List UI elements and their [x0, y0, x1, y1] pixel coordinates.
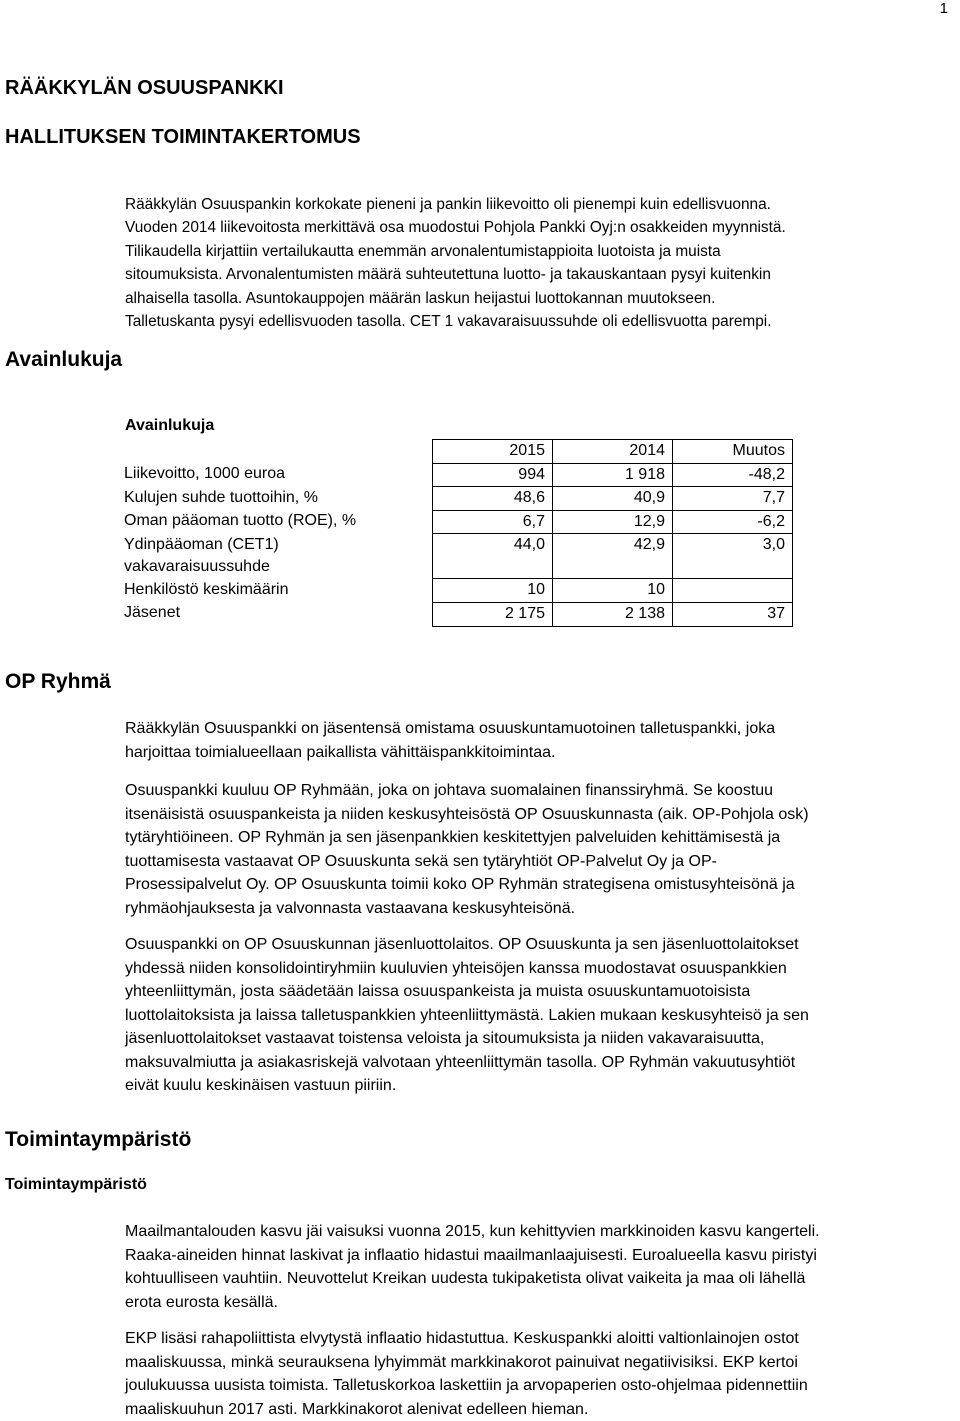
env-paragraph-2: [125, 1327, 955, 1421]
row-label: Jäsenet: [113, 602, 433, 626]
text-line: joulukuussa uusista toimista. Talletuskorkoa laskettiin ja arvopaperien osto-ohjelmaa pidennettiin: [125, 1374, 955, 1398]
text-line: yhteenliittymän, josta säädetään laissa osuuspankeista ja muista osuuskuntamuotoisista: [125, 980, 955, 1004]
row-label: Liikevoitto, 1000 euroa: [113, 463, 433, 487]
text-line: maksuvalmiutta ja asiakasriskejä valvotaan yhteenliittymän tasolla. OP Ryhmän vakuutusyhtiöt: [125, 1051, 955, 1075]
cell-2015: 994: [433, 463, 553, 487]
cell-change: [673, 579, 793, 603]
table-row: [113, 579, 793, 603]
text-line: luottolaitoksista ja laissa talletuspankkien yhteenliittymästä. Lakien mukaan keskusyhteisö ja sen: [125, 1004, 955, 1028]
table-header-row: [113, 440, 793, 464]
key-figures-title: Avainlukuja: [125, 417, 214, 435]
text-line: tytäryhtiöineen. OP Ryhmän ja sen jäsenpankkien keskitettyjen palveluiden kehittämisestä ja: [125, 826, 955, 850]
column-header-2014: 2014: [553, 440, 673, 464]
text-line: Maailmantalouden kasvu jäi vaisuksi vuonna 2015, kun kehittyvien markkinoiden kasvu kangerteli.: [125, 1220, 955, 1244]
text-line: itsenäisistä osuuspankeista ja niiden keskusyhteisöstä OP Osuuskunnasta (aik. OP-Pohjola osk): [125, 803, 955, 827]
text-line: yhdessä niiden konsolidointiryhmiin kuuluvien yhteisöjen kanssa muodostavat osuuspankkien: [125, 957, 955, 981]
cell-2014: 40,9: [553, 487, 673, 511]
cell-change: -6,2: [673, 510, 793, 534]
page-number: 1: [940, 0, 948, 17]
cell-2015: 6,7: [433, 510, 553, 534]
cell-change: 37: [673, 602, 793, 626]
text-line: Osuuspankki kuuluu OP Ryhmään, joka on johtava suomalainen finanssiryhmä. Se koostuu: [125, 779, 955, 803]
table-row: [113, 602, 793, 626]
cell-change: 3,0: [673, 534, 793, 579]
text-line: Raaka-aineiden hinnat laskivat ja inflaatio hidastui maailmanlaajuisesti. Euroalueella kasvu piristyi: [125, 1244, 955, 1268]
text-line: kohtuulliseen vauhtiin. Neuvottelut Kreikan uudesta tukipaketista olivat vaikeita ja maa oli lähellä: [125, 1267, 955, 1291]
text-line: harjoittaa toimialueellaan paikallista vähittäispankkitoimintaa.: [125, 741, 955, 765]
key-figures-table: [113, 439, 793, 627]
row-label: Henkilöstö keskimäärin: [113, 579, 433, 603]
op-paragraph-2: [125, 779, 955, 920]
intro-line: Tilikaudella kirjattiin vertailukautta enemmän arvonalentumistappioita luotoista ja muista: [125, 240, 955, 263]
column-header-change: Muutos: [673, 440, 793, 464]
text-line: jäsenluottolaitokset vastaavat toistensa veloista ja sitoumuksista ja niiden vakavaraisuutta,: [125, 1027, 955, 1051]
cell-2014: 10: [553, 579, 673, 603]
text-line: eivät kuulu keskinäisen vastuun piiriin.: [125, 1074, 955, 1098]
section-heading-environment: Toimintaympäristö: [5, 1128, 191, 1152]
intro-line: sitoumuksista. Arvonalentumisten määrä suhteutettuna luotto- ja takauskantaan pysyi kuitenkin: [125, 263, 955, 286]
cell-change: -48,2: [673, 463, 793, 487]
text-line: Osuuspankki on OP Osuuskunnan jäsenluottolaitos. OP Osuuskunta ja sen jäsenluottolaitokset: [125, 933, 955, 957]
text-line: Prosessipalvelut Oy. OP Osuuskunta toimii koko OP Ryhmän strategisena omistusyhteisönä ja: [125, 873, 955, 897]
table-row: [113, 463, 793, 487]
text-line: EKP lisäsi rahapoliittista elvytystä inflaatio hidastuttua. Keskuspankki aloitti valtionlainojen ostot: [125, 1327, 955, 1351]
intro-line: Talletuskanta pysyi edellisvuoden tasolla. CET 1 vakavaraisuussuhde oli edellisvuotta parempi.: [125, 310, 955, 333]
section-heading-key-figures: Avainlukuja: [5, 348, 122, 372]
env-paragraph-1: [125, 1220, 955, 1314]
intro-line: Rääkkylän Osuuspankin korkokate pieneni ja pankin liikevoitto oli pienempi kuin edellisvuonna.: [125, 193, 955, 216]
intro-paragraph: [125, 193, 955, 333]
cell-2014: 12,9: [553, 510, 673, 534]
table-row: [113, 510, 793, 534]
op-paragraph-1: [125, 717, 955, 764]
cell-2014: 2 138: [553, 602, 673, 626]
table-row: [113, 487, 793, 511]
cell-2015: 44,0: [433, 534, 553, 579]
bank-name: RÄÄKKYLÄN OSUUSPANKKI: [5, 77, 284, 100]
cell-2015: 2 175: [433, 602, 553, 626]
subheading-environment: Toimintaympäristö: [5, 1176, 147, 1194]
text-line: tuottamisesta vastaavat OP Osuuskunta sekä sen tytäryhtiöt OP-Palvelut Oy ja OP-: [125, 850, 955, 874]
row-label: [113, 534, 433, 579]
row-label: Oman pääoman tuotto (ROE), %: [113, 510, 433, 534]
row-label: Kulujen suhde tuottoihin, %: [113, 487, 433, 511]
row-label-line: vakavaraisuussuhde: [124, 556, 425, 578]
intro-line: alhaisella tasolla. Asuntokauppojen määrän laskun heijastui luottokannan muutokseen.: [125, 287, 955, 310]
cell-2015: 10: [433, 579, 553, 603]
text-line: maaliskuuhun 2017 asti. Markkinakorot alenivat edelleen hieman.: [125, 1398, 955, 1421]
text-line: maaliskuussa, minkä seurauksena lyhyimmät markkinakorot painuivat negatiivisiksi. EKP kertoi: [125, 1351, 955, 1375]
row-label-line: Ydinpääoman (CET1): [124, 534, 425, 556]
table-row: [113, 534, 793, 579]
text-line: erota eurosta kesällä.: [125, 1291, 955, 1315]
text-line: ryhmäohjauksesta ja valvonnasta vastaavana keskusyhteisönä.: [125, 897, 955, 921]
cell-change: 7,7: [673, 487, 793, 511]
op-paragraph-3: [125, 933, 955, 1098]
cell-2015: 48,6: [433, 487, 553, 511]
cell-2014: 1 918: [553, 463, 673, 487]
column-header-2015: 2015: [433, 440, 553, 464]
section-heading-op-group: OP Ryhmä: [5, 670, 111, 694]
report-title: HALLITUKSEN TOIMINTAKERTOMUS: [5, 126, 361, 149]
text-line: Rääkkylän Osuuspankki on jäsentensä omistama osuuskuntamuotoinen talletuspankki, joka: [125, 717, 955, 741]
intro-line: Vuoden 2014 liikevoitosta merkittävä osa muodostui Pohjola Pankki Oyj:n osakkeiden myynnistä.: [125, 216, 955, 239]
cell-2014: 42,9: [553, 534, 673, 579]
